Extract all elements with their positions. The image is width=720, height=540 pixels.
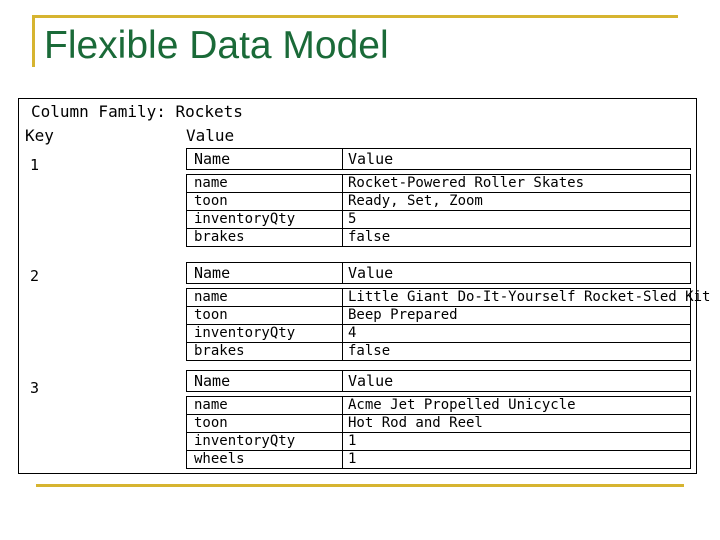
value-header: Value <box>348 150 394 168</box>
column-name: inventoryQty <box>194 433 296 449</box>
column-name: inventoryQty <box>194 325 296 341</box>
row-2-columns-header <box>186 262 691 284</box>
column-entry <box>187 325 690 343</box>
name-header: Name <box>194 150 231 168</box>
bottom-accent-rule <box>36 484 684 487</box>
column-value: false <box>348 343 391 359</box>
row-1-columns <box>186 148 691 247</box>
column-name: brakes <box>194 229 245 245</box>
column-name: name <box>194 175 228 191</box>
column-value: Acme Jet Propelled Unicycle <box>348 397 576 413</box>
column-entry <box>187 433 690 451</box>
row-3-columns-header <box>186 370 691 392</box>
left-accent-rule <box>32 15 35 67</box>
row-3-columns-body <box>186 396 691 469</box>
column-value: Ready, Set, Zoom <box>348 193 483 209</box>
value-header: Value <box>348 264 394 282</box>
column-value: Little Giant Do-It-Yourself Rocket-Sled Kit <box>348 289 711 305</box>
row-key-1: 1 <box>30 156 40 174</box>
top-accent-rule <box>32 15 678 18</box>
column-entry <box>187 193 690 211</box>
column-entry <box>187 451 690 469</box>
column-value: 1 <box>348 433 357 449</box>
column-family-label: Column Family: Rockets <box>31 102 243 121</box>
column-name: name <box>194 397 228 413</box>
row-1-columns-body <box>186 174 691 247</box>
row-1-columns-header <box>186 148 691 170</box>
column-entry <box>187 229 690 247</box>
column-entry <box>187 415 690 433</box>
column-value: Rocket-Powered Roller Skates <box>348 175 585 191</box>
column-value: Hot Rod and Reel <box>348 415 483 431</box>
name-header: Name <box>194 264 231 282</box>
column-name: name <box>194 289 228 305</box>
column-value: false <box>348 229 391 245</box>
column-name: toon <box>194 193 228 209</box>
column-divider <box>342 149 343 169</box>
column-divider <box>342 263 343 283</box>
column-entry <box>187 211 690 229</box>
value-column-header: Value <box>186 126 235 145</box>
row-2-columns <box>186 262 711 361</box>
row-3-columns <box>186 370 691 469</box>
key-column-header: Key <box>25 126 54 145</box>
column-divider <box>342 371 343 391</box>
column-entry <box>187 175 690 193</box>
column-name: inventoryQty <box>194 211 296 227</box>
column-entry <box>187 343 690 361</box>
column-value: 4 <box>348 325 357 341</box>
column-entry <box>187 307 690 325</box>
column-value: 5 <box>348 211 357 227</box>
value-header: Value <box>348 372 394 390</box>
column-value: Beep Prepared <box>348 307 458 323</box>
row-key-3: 3 <box>30 379 40 397</box>
slide-title: Flexible Data Model <box>44 24 389 67</box>
column-entry <box>187 397 690 415</box>
column-entry <box>187 289 711 307</box>
name-header: Name <box>194 372 231 390</box>
column-name: brakes <box>194 343 245 359</box>
row-key-2: 2 <box>30 267 40 285</box>
row-2-columns-body <box>186 288 711 361</box>
column-name: toon <box>194 307 228 323</box>
column-name: toon <box>194 415 228 431</box>
column-name: wheels <box>194 451 245 467</box>
column-value: 1 <box>348 451 357 467</box>
